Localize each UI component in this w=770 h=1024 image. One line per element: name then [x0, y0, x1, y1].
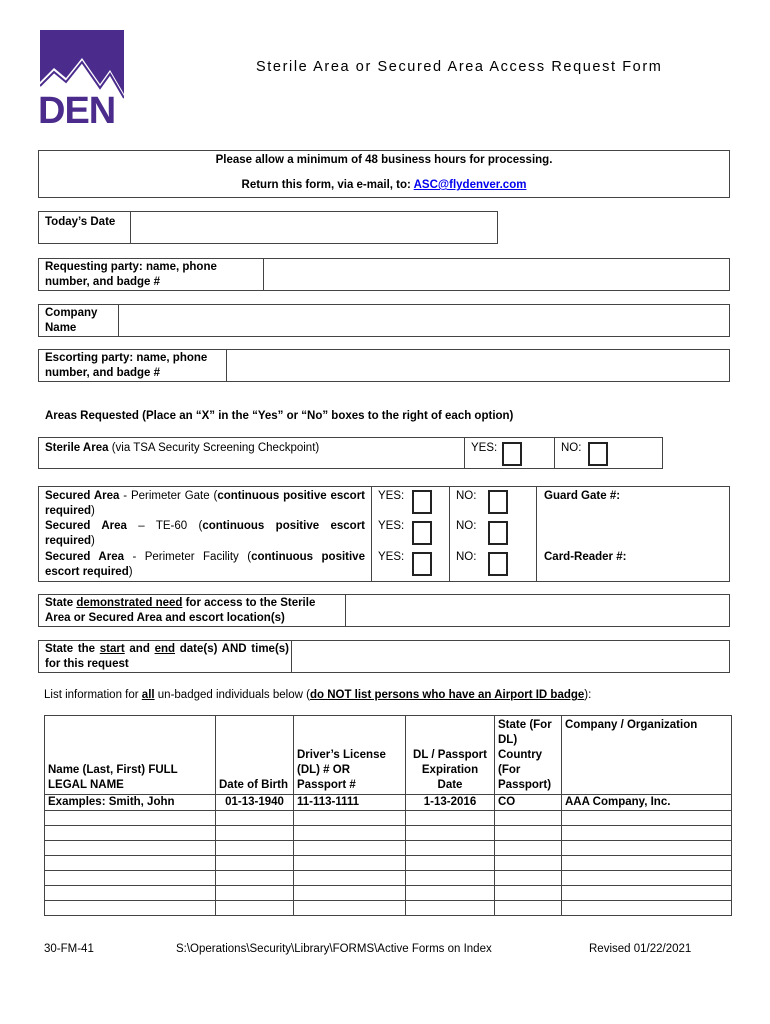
secured-row2-desc: – TE-60 ( [126, 520, 203, 532]
secured-row2-no-checkbox[interactable] [488, 521, 508, 545]
need-label-p1: State [45, 597, 77, 609]
secured-row2-bold: continuous positive escort required [45, 520, 366, 547]
table-cell[interactable] [562, 901, 732, 916]
secured-row1-yes-label: YES: [378, 490, 405, 502]
table-cell[interactable] [406, 871, 495, 886]
example-expiration: 1-13-2016 [406, 795, 495, 811]
table-cell[interactable] [495, 871, 562, 886]
table-cell[interactable] [216, 841, 294, 856]
need-field[interactable] [345, 594, 730, 627]
list-info-all: all [141, 689, 155, 701]
secured-area-block [38, 486, 730, 582]
sterile-no-checkbox[interactable] [588, 442, 608, 466]
secured-row1-desc: - Perimeter Gate ( [119, 490, 218, 502]
secured-te60-label [45, 519, 365, 549]
secured-perimeter-gate-label [45, 489, 365, 519]
table-cell[interactable] [216, 811, 294, 826]
secured-row1-no-label: NO: [456, 490, 477, 502]
table-cell[interactable] [45, 871, 216, 886]
escorting-party-label-box [38, 349, 227, 382]
footer-form-number: 30-FM-41 [44, 943, 94, 955]
secured-row2-yes-label: YES: [378, 520, 405, 532]
table-row [45, 856, 732, 871]
table-cell[interactable] [294, 856, 406, 871]
sterile-divider-2 [554, 438, 555, 468]
header-dob: Date of Birth [216, 716, 294, 795]
table-header-row [45, 716, 732, 795]
individuals-table [44, 715, 732, 916]
card-reader-label: Card-Reader #: [544, 551, 627, 563]
table-row [45, 811, 732, 826]
secured-row2-end: ) [91, 535, 95, 547]
list-info-p2: un-badged individuals below ( [154, 689, 310, 701]
table-cell[interactable] [562, 841, 732, 856]
secured-row3-no-checkbox[interactable] [488, 552, 508, 576]
example-license: 11-113-1111 [294, 795, 406, 811]
need-label-underlined: demonstrated need [76, 597, 183, 609]
table-row [45, 826, 732, 841]
escorting-party-field[interactable] [226, 349, 730, 382]
secured-divider-2 [449, 487, 450, 581]
guard-gate-label: Guard Gate #: [544, 490, 621, 502]
secured-row1-yes-checkbox[interactable] [412, 490, 432, 514]
table-cell[interactable] [495, 811, 562, 826]
table-row [45, 841, 732, 856]
company-name-field[interactable] [118, 304, 730, 337]
example-name: Examples: Smith, John [45, 795, 216, 811]
table-cell[interactable] [45, 856, 216, 871]
table-cell[interactable] [406, 841, 495, 856]
list-info-p3: ): [584, 689, 592, 701]
secured-row1-no-checkbox[interactable] [488, 490, 508, 514]
sterile-area-desc: (via TSA Security Screening Checkpoint) [108, 442, 320, 454]
table-cell[interactable] [406, 856, 495, 871]
table-cell[interactable] [45, 886, 216, 901]
page-title: Sterile Area or Secured Area Access Request Form [256, 59, 663, 75]
secured-row1-bold: continuous positive escort required [45, 490, 366, 517]
table-cell[interactable] [294, 811, 406, 826]
secured-row2-no-label: NO: [456, 520, 477, 532]
header-state: State (For DL) Country (For Passport) [495, 716, 562, 795]
den-logo-text: DEN [38, 90, 116, 132]
dates-label-box [38, 640, 292, 673]
header-license: Driver’s License (DL) # OR Passport # [294, 716, 406, 795]
table-row [45, 901, 732, 916]
table-cell[interactable] [294, 901, 406, 916]
escorting-party-label: Escorting party: name, phone number, and badge # [45, 352, 208, 379]
need-label-p2: for access to the Sterile Area or Secured Area and escort location(s) [45, 597, 316, 624]
dates-label [45, 642, 289, 672]
den-logo [38, 30, 124, 132]
table-cell[interactable] [562, 886, 732, 901]
table-cell[interactable] [216, 901, 294, 916]
secured-row3-bold: continuous positive escort required [45, 551, 365, 578]
table-cell[interactable] [495, 901, 562, 916]
sterile-divider-1 [464, 438, 465, 468]
table-cell[interactable] [216, 871, 294, 886]
need-label [45, 596, 343, 626]
example-dob: 01-13-1940 [216, 795, 294, 811]
table-cell[interactable] [495, 886, 562, 901]
table-cell[interactable] [294, 886, 406, 901]
dates-label-start: start [99, 643, 125, 655]
sterile-area-label [45, 441, 319, 456]
footer-revised-date: Revised 01/22/2021 [589, 943, 692, 955]
requesting-party-label-box [38, 258, 264, 291]
sterile-area-name: Sterile Area [45, 442, 109, 454]
notice-line2-prefix: Return this form, via e-mail, to: [241, 179, 414, 191]
table-cell[interactable] [45, 811, 216, 826]
table-cell[interactable] [495, 841, 562, 856]
table-row [45, 886, 732, 901]
header-name: Name (Last, First) FULL LEGAL NAME [45, 716, 216, 795]
table-cell[interactable] [495, 856, 562, 871]
dates-field[interactable] [291, 640, 730, 673]
sterile-yes-label: YES: [471, 442, 498, 454]
secured-row3-no-label: NO: [456, 551, 477, 563]
secured-row3-yes-label: YES: [378, 551, 405, 563]
table-cell[interactable] [294, 871, 406, 886]
table-cell[interactable] [406, 901, 495, 916]
processing-notice [38, 150, 730, 198]
todays-date-field[interactable] [130, 211, 498, 244]
notice-line2 [39, 179, 729, 191]
areas-requested-heading: Areas Requested (Place an “X” in the “Yes” or “No” boxes to the right of each option) [45, 410, 514, 422]
secured-row3-end: ) [128, 566, 133, 578]
dates-label-p2: and [124, 643, 155, 655]
requesting-party-field[interactable] [263, 258, 730, 291]
example-state: CO [495, 795, 562, 811]
table-cell[interactable] [45, 901, 216, 916]
secured-row1-name: Secured Area [45, 490, 120, 502]
secured-row1-end: ) [91, 505, 95, 517]
footer-file-path: S:\Operations\Security\Library\FORMS\Active Forms on Index [176, 943, 492, 955]
table-cell[interactable] [495, 826, 562, 841]
sterile-no-label: NO: [561, 442, 582, 454]
table-cell[interactable] [562, 856, 732, 871]
secured-row2-name: Secured Area [45, 520, 127, 532]
todays-date-label-box [38, 211, 131, 244]
company-name-label-box [38, 304, 119, 337]
secured-divider-1 [371, 487, 372, 581]
header-company: Company / Organization [562, 716, 732, 795]
dates-label-end: end [154, 643, 176, 655]
secured-row2-yes-checkbox[interactable] [412, 521, 432, 545]
table-cell[interactable] [406, 886, 495, 901]
table-cell[interactable] [45, 841, 216, 856]
sterile-area-row [38, 437, 663, 469]
table-cell[interactable] [562, 826, 732, 841]
secured-row3-yes-checkbox[interactable] [412, 552, 432, 576]
todays-date-label: Today’s Date [45, 216, 116, 228]
secured-row3-desc: - Perimeter Facility ( [123, 551, 252, 563]
requesting-party-label: Requesting party: name, phone number, and badge # [45, 261, 217, 288]
need-label-box [38, 594, 346, 627]
notice-line1: Please allow a minimum of 48 business hours for processing. [215, 154, 553, 166]
table-cell[interactable] [216, 886, 294, 901]
email-link[interactable]: ASC@flydenver.com [413, 179, 527, 191]
table-cell[interactable] [406, 826, 495, 841]
table-cell[interactable] [294, 826, 406, 841]
sterile-yes-checkbox[interactable] [502, 442, 522, 466]
table-cell[interactable] [216, 826, 294, 841]
company-name-label: Company Name [45, 307, 98, 334]
secured-row3-name: Secured Area [45, 551, 124, 563]
table-cell[interactable] [562, 811, 732, 826]
header-expiration: DL / Passport Expiration Date [406, 716, 495, 795]
table-cell[interactable] [562, 871, 732, 886]
table-cell[interactable] [45, 826, 216, 841]
dates-label-p3: date(s) AND time(s) for this request [45, 643, 289, 670]
secured-perimeter-facility-label [45, 550, 365, 580]
list-info-text [44, 688, 591, 703]
table-example-row [45, 795, 732, 811]
table-cell[interactable] [216, 856, 294, 871]
table-row [45, 871, 732, 886]
secured-divider-3 [536, 487, 537, 581]
dates-label-p1: State the [45, 643, 100, 655]
list-info-bold: do NOT list persons who have an Airport ID badge [309, 689, 585, 701]
list-info-p1: List information for [44, 689, 142, 701]
table-cell[interactable] [406, 811, 495, 826]
table-cell[interactable] [294, 841, 406, 856]
example-company: AAA Company, Inc. [562, 795, 732, 811]
